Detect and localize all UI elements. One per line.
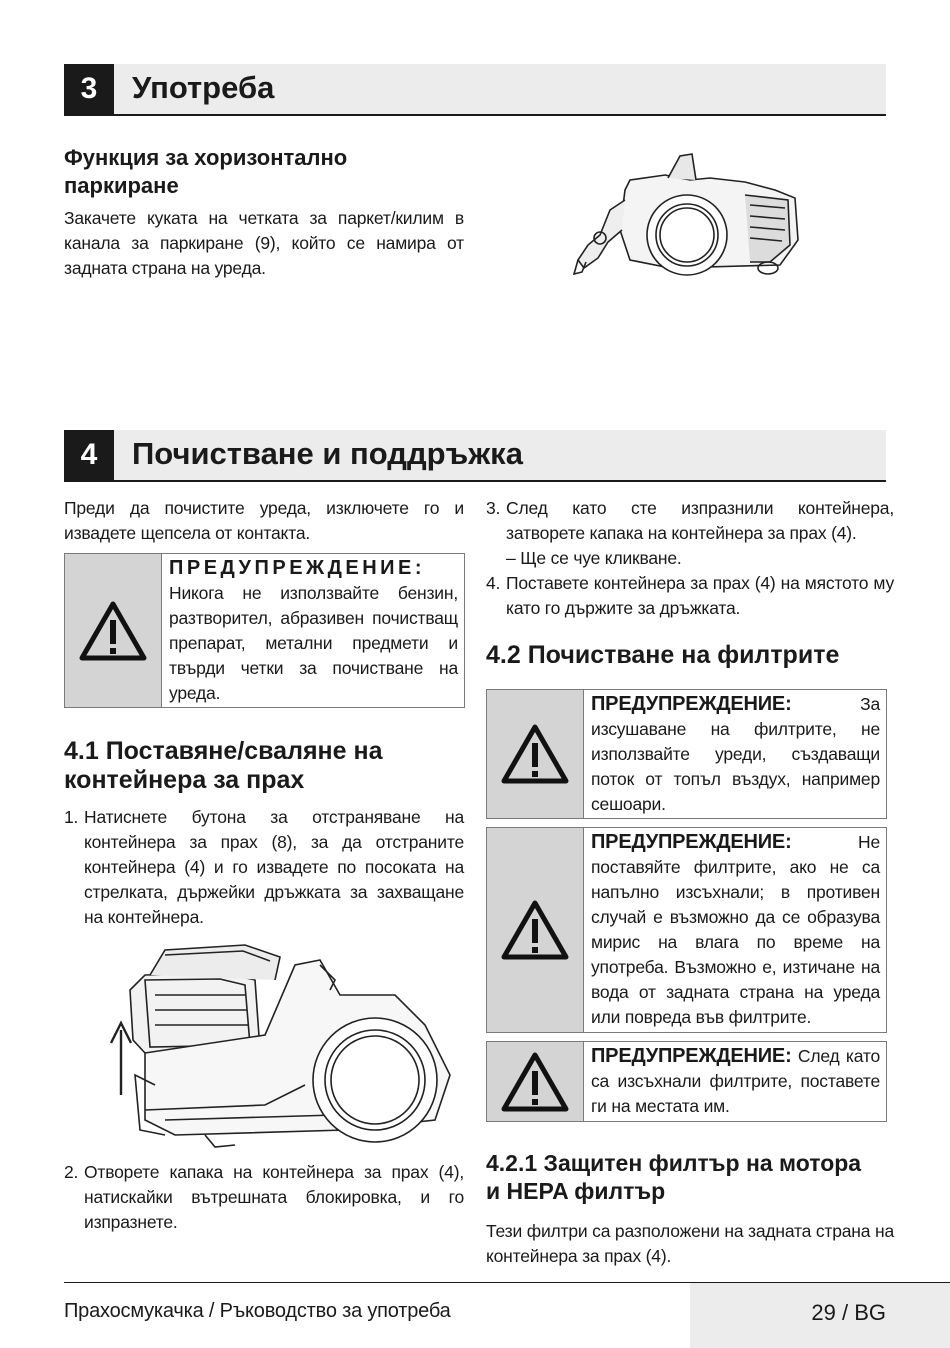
warning-box-3 — [486, 827, 887, 1033]
subsection-4-2-1-title-line1: 4.2.1 Защитен филтър на мотора — [486, 1150, 862, 1176]
warning-3-label: ПРЕДУПРЕЖДЕНИЕ: — [591, 831, 792, 853]
subsection-4-1-title — [64, 737, 474, 795]
warning-triangle-icon — [500, 1051, 570, 1113]
step-1 — [64, 805, 464, 930]
warning-2-text: За изсушаване на филтрите, не използвайте уреди, създаващи поток от топъл въздух, например сешоари. — [591, 694, 880, 814]
section-4-header — [64, 430, 886, 482]
warning-1-label: ПРЕДУПРЕЖДЕНИЕ: — [169, 557, 426, 579]
section-4-number: 4 — [64, 430, 114, 480]
step-3-note: – Ще се чуе кликване. — [506, 548, 682, 568]
step-3-number: 3. — [486, 498, 501, 518]
step-1-number: 1. — [64, 807, 79, 827]
warning-icon-panel — [65, 554, 162, 707]
warning-icon-panel — [487, 828, 584, 1032]
section-3-number: 3 — [64, 64, 114, 114]
parking-body: Закачете куката на четката за паркет/килим в канала за паркиране (9), който се намира от задната страна на уреда. — [64, 208, 464, 278]
step-4-number: 4. — [486, 573, 501, 593]
footer-title: Прахосмукачка / Ръководство за употреба — [64, 1300, 451, 1322]
subsection-4-2-1-title-line2: и HEPA филтър — [486, 1178, 666, 1204]
warning-box-2 — [486, 689, 887, 819]
subsection-4-1-title-line1: 4.1 Поставяне/сваляне на — [64, 737, 383, 765]
subsection-4-2-1-title — [486, 1149, 906, 1205]
parking-subheading-line2: паркиране — [64, 173, 179, 198]
step-3-text: След като сте изпразнили контейнера, затворете капака на контейнера за прах (4). — [506, 498, 894, 543]
subsection-4-2-title: 4.2 Почистване на филтрите — [486, 641, 840, 669]
subsection-4-1-title-line2: контейнера за прах — [64, 766, 305, 794]
warning-3-text-block — [591, 830, 880, 1030]
warning-2-text-block — [591, 692, 880, 817]
vacuum-parking-illustration — [570, 150, 805, 280]
parking-subheading-line1: Функция за хоризонтално — [64, 145, 348, 170]
parking-subheading — [64, 144, 464, 200]
step-2 — [64, 1160, 464, 1235]
warning-box-1 — [64, 553, 465, 708]
warning-4-text-block — [591, 1044, 880, 1119]
step-4 — [486, 571, 894, 621]
warning-box-4 — [486, 1041, 887, 1122]
step-4-text: Поставете контейнера за прах (4) на мястото му като го държите за дръжката. — [506, 573, 894, 618]
warning-1-text-block — [169, 556, 458, 706]
warning-icon-panel — [487, 1042, 584, 1121]
warning-3-text: Не поставяйте филтрите, ако не са напълно изсъхнали; в противен случай е възможно да се образува мирис на влага по време на употреба. Възможно е, изтичане на вода от задната страна на уреда или повреда във филтрите. — [591, 832, 880, 1027]
step-3 — [486, 496, 894, 571]
step-1-text: Натиснете бутона за отстраняване на контейнера за прах (8), за да отстраните контейнера (4) и го извадете по посоката на стрелката, държейки дръжката за захващане на контейнера. — [84, 807, 464, 927]
warning-icon-panel — [487, 690, 584, 818]
section-3-title: Употреба — [132, 70, 275, 105]
footer-page-box — [690, 1283, 950, 1348]
section-4-title: Почистване и поддръжка — [132, 436, 523, 471]
step-2-number: 2. — [64, 1162, 79, 1182]
step-2-text: Отворете капака на контейнера за прах (4), натискайки вътрешната блокировка, и го изпразнете. — [84, 1162, 464, 1232]
warning-2-label: ПРЕДУПРЕЖДЕНИЕ: — [591, 693, 792, 715]
vacuum-container-removal-illustration — [105, 935, 465, 1150]
warning-4-text: След като са изсъхнали филтрите, поставете ги на местата им. — [591, 1046, 880, 1116]
warning-1-text: Никога не използвайте бензин, разтворител, абразивен почистващ препарат, метални предмети и твърди четки за почистване на уреда. — [169, 583, 458, 703]
warning-triangle-icon — [500, 723, 570, 785]
subsection-4-2-1-body: Тези филтри са разположени на задната страна на контейнера за прах (4). — [486, 1221, 894, 1266]
page-number: 29 / BG — [811, 1300, 886, 1325]
cleaning-intro: Преди да почистите уреда, изключете го и извадете щепсела от контакта. — [64, 498, 464, 543]
warning-triangle-icon — [500, 899, 570, 961]
warning-triangle-icon — [78, 600, 148, 662]
warning-4-label: ПРЕДУПРЕЖДЕНИЕ: — [591, 1045, 792, 1067]
section-3-header — [64, 64, 886, 116]
